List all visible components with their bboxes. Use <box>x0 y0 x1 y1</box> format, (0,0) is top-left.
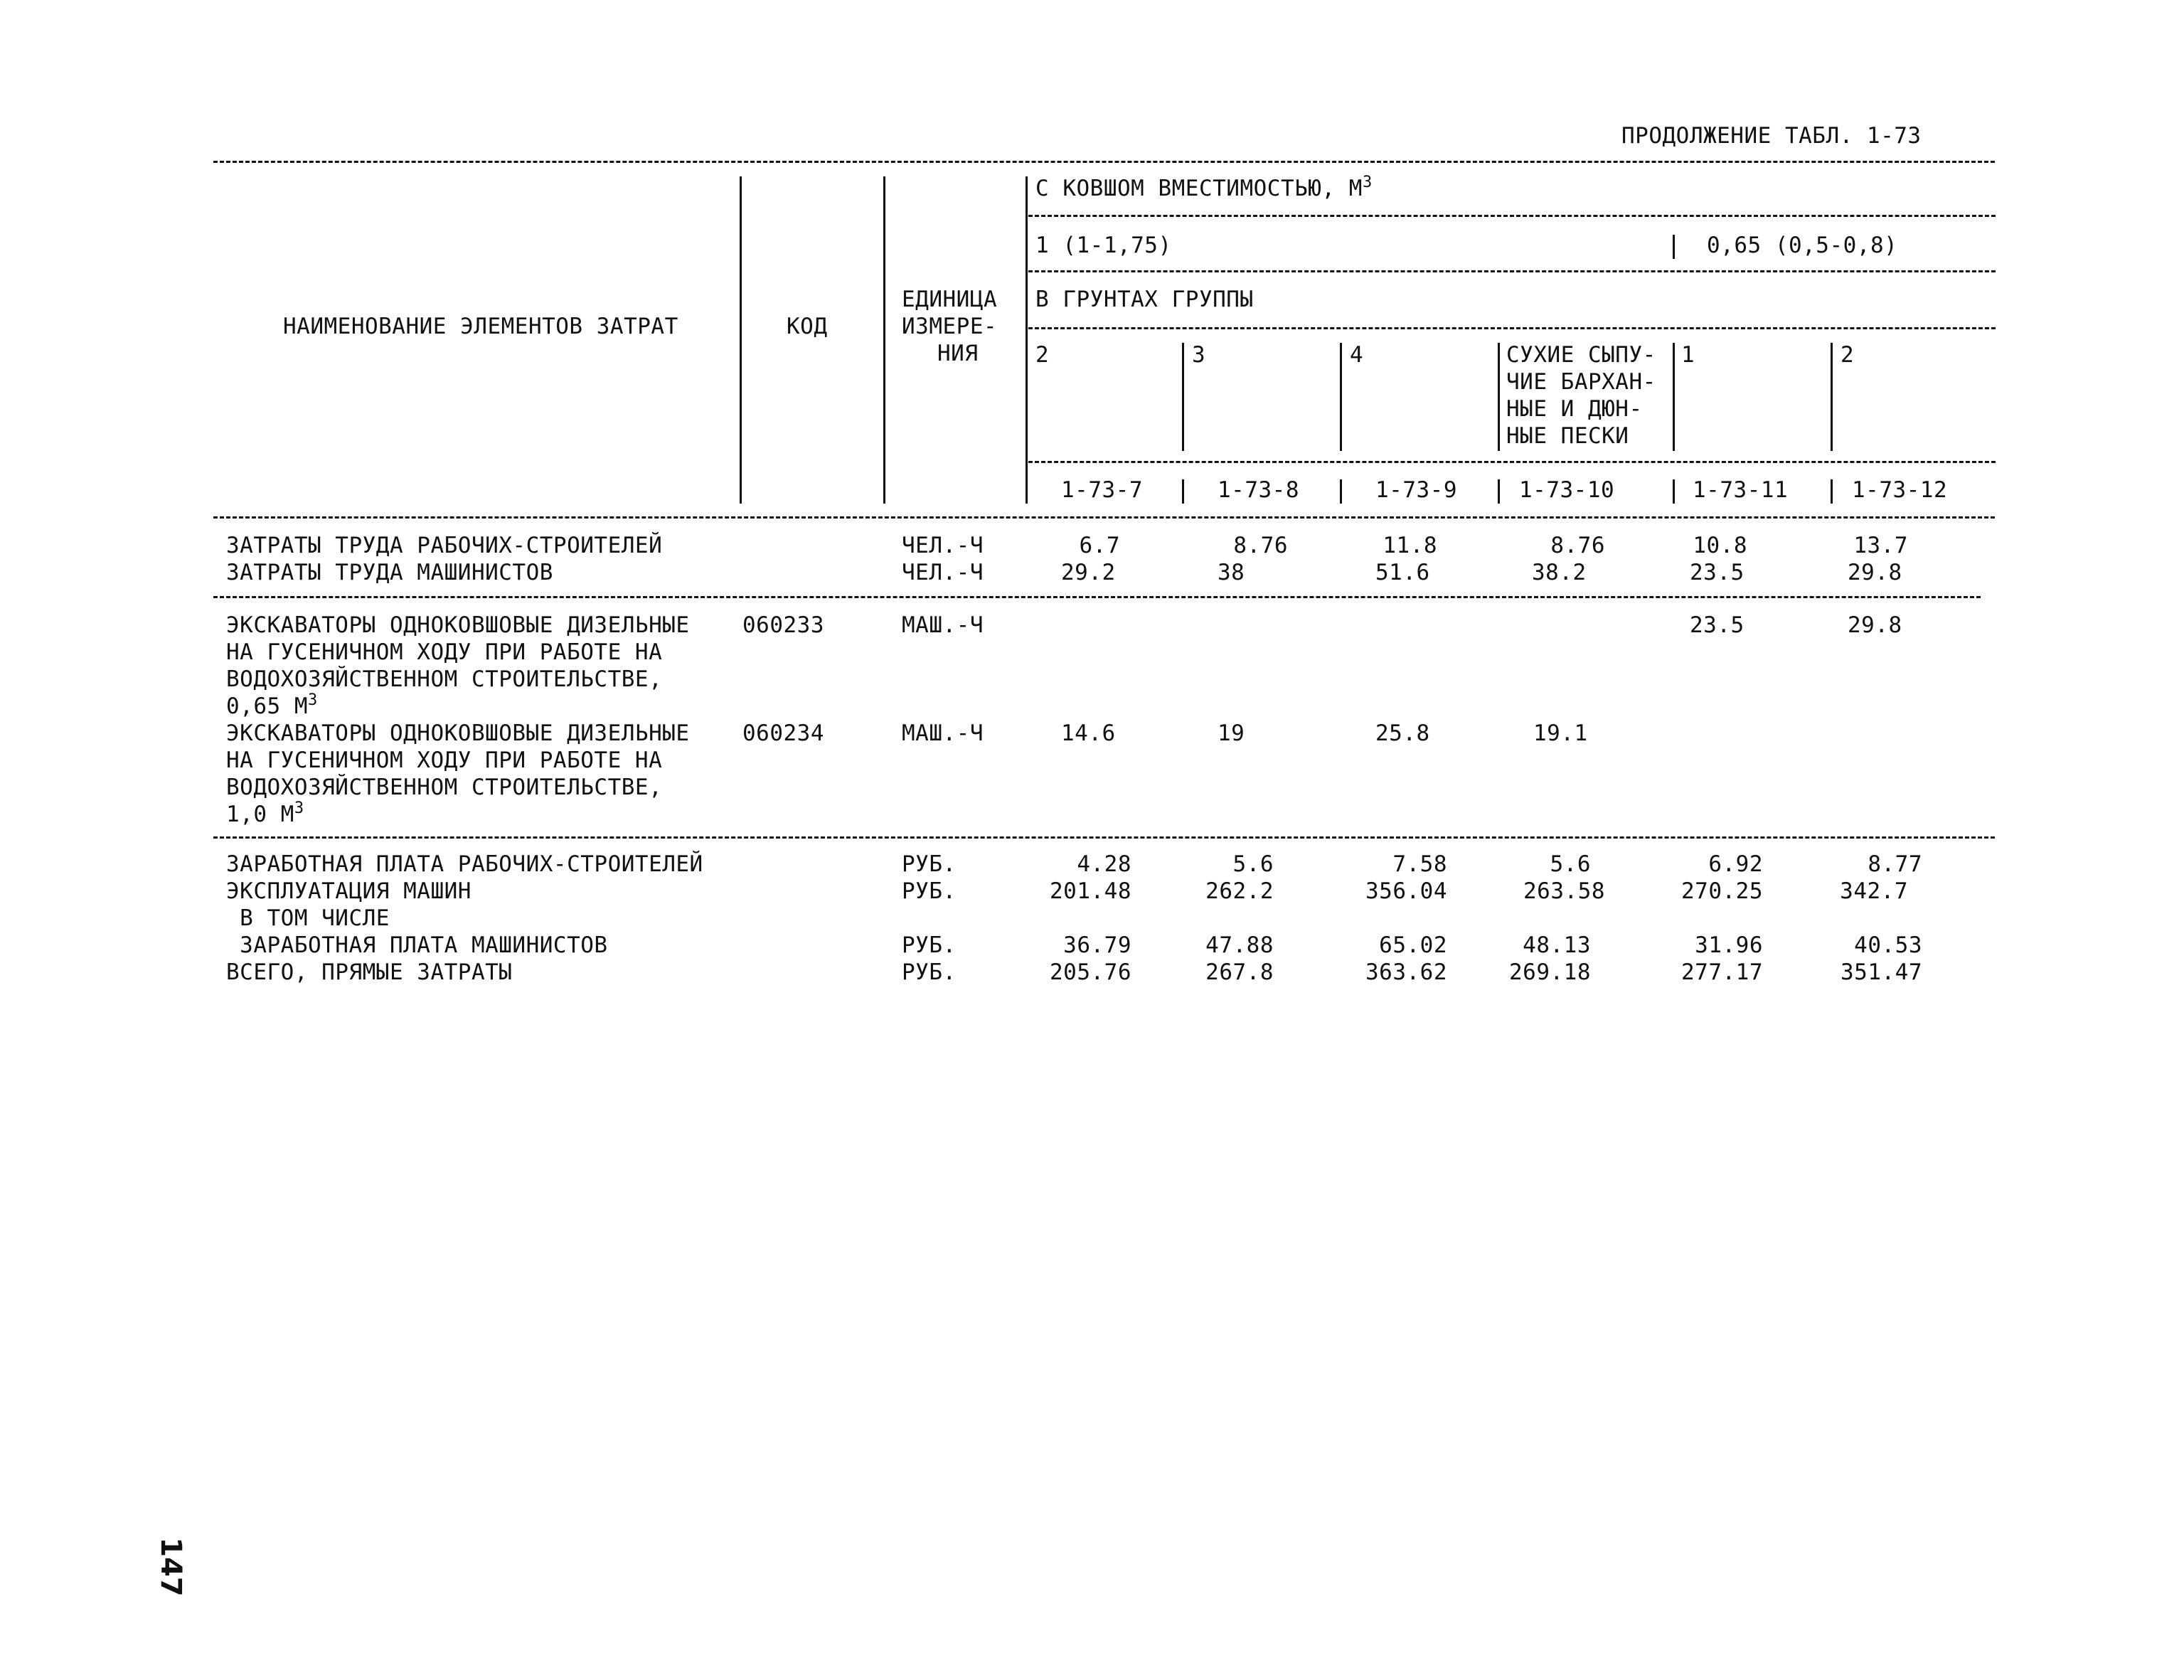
row-unit: ЧЕЛ.-Ч <box>902 533 984 558</box>
table-code: 1-73-10 <box>1519 477 1615 503</box>
cell-value: 23.5 <box>1690 612 1744 638</box>
cell-value: 65.02 <box>1379 932 1447 958</box>
capacity-divider <box>1673 235 1675 259</box>
row-unit: РУБ. <box>902 878 957 904</box>
cell-value: 267.8 <box>1205 959 1274 985</box>
cell-value: 7.58 <box>1392 851 1447 877</box>
row-name: ЗАРАБОТНАЯ ПЛАТА РАБОЧИХ-СТРОИТЕЛЕЙ <box>226 851 703 877</box>
table-code: 1-73-7 <box>1061 477 1143 503</box>
cell-value: 11.8 <box>1383 533 1437 558</box>
cell-value: 40.53 <box>1854 932 1922 958</box>
rule-capacity <box>1028 270 1996 272</box>
cell-value: 351.47 <box>1841 959 1922 985</box>
header-code-col: КОД <box>787 314 828 339</box>
col-divider-unit <box>1026 176 1028 504</box>
cell-value: 25.8 <box>1375 721 1430 746</box>
rule-header-bottom <box>213 516 1995 519</box>
row-unit: ЧЕЛ.-Ч <box>902 560 984 585</box>
group-label: 2 <box>1035 342 1050 368</box>
group-divider-5 <box>1673 343 1675 451</box>
cell-value: 8.76 <box>1550 533 1605 558</box>
code-divider <box>1831 479 1833 504</box>
row-name: 0,65 $М^3$ <box>226 691 318 719</box>
table-code: 1-73-12 <box>1852 477 1948 503</box>
header-unit-line1: ЕДИНИЦА <box>902 287 998 312</box>
group-divider-4 <box>1498 343 1500 451</box>
col-divider-code <box>883 176 885 504</box>
row-name: ВОДОХОЗЯЙСТВЕННОМ СТРОИТЕЛЬСТВЕ, <box>226 775 663 800</box>
table-code: 1-73-8 <box>1218 477 1299 503</box>
code-divider <box>1182 479 1184 504</box>
group-divider-6 <box>1831 343 1833 451</box>
row-name: НА ГУСЕНИЧНОМ ХОДУ ПРИ РАБОТЕ НА <box>226 748 663 773</box>
code-divider <box>1340 479 1342 504</box>
table-code: 1-73-9 <box>1375 477 1457 503</box>
row-name: ЭКСКАВАТОРЫ ОДНОКОВШОВЫЕ ДИЗЕЛЬНЫЕ <box>226 721 690 746</box>
cell-value: 262.2 <box>1205 878 1274 904</box>
row-name: 1,0 $М^3$ <box>226 799 304 827</box>
row-name: ЗАТРАТЫ ТРУДА МАШИНИСТОВ <box>226 560 553 585</box>
rule-bucket <box>1028 215 1996 217</box>
header-bucket-title: С КОВШОМ ВМЕСТИМОСТЬЮ, $М^3$ <box>1035 174 1373 201</box>
row-name: ЭКСКАВАТОРЫ ОДНОКОВШОВЫЕ ДИЗЕЛЬНЫЕ <box>226 612 690 638</box>
cell-value: 23.5 <box>1690 560 1744 585</box>
row-unit: РУБ. <box>902 959 957 985</box>
cell-value: 277.17 <box>1681 959 1763 985</box>
cell-value: 6.92 <box>1708 851 1763 877</box>
group-label-extra: ЧИЕ БАРХАН- <box>1506 369 1656 395</box>
cell-value: 13.7 <box>1853 533 1908 558</box>
row-name: ЭКСПЛУАТАЦИЯ МАШИН <box>226 878 472 904</box>
group-label: 1 <box>1681 342 1695 368</box>
cell-value: 10.8 <box>1693 533 1747 558</box>
cell-value: 14.6 <box>1061 721 1116 746</box>
cell-value: 29.8 <box>1848 612 1902 638</box>
header-unit-line2: ИЗМЕРЕ- <box>902 314 998 339</box>
rule-section-1 <box>213 596 1981 598</box>
cell-value: 19.1 <box>1533 721 1588 746</box>
code-divider <box>1673 479 1675 504</box>
row-name: ЗАТРАТЫ ТРУДА РАБОЧИХ-СТРОИТЕЛЕЙ <box>226 533 663 558</box>
group-divider-2 <box>1182 343 1184 451</box>
group-label: 4 <box>1350 342 1364 368</box>
cell-value: 19 <box>1218 721 1245 746</box>
cell-value: 356.04 <box>1365 878 1447 904</box>
table-caption: ПРОДОЛЖЕНИЕ ТАБЛ. 1-73 <box>1621 123 1922 149</box>
row-name: ВОДОХОЗЯЙСТВЕННОМ СТРОИТЕЛЬСТВЕ, <box>226 666 663 692</box>
row-unit: РУБ. <box>902 851 957 877</box>
cell-value: 363.62 <box>1365 959 1447 985</box>
page-number: 147 <box>154 1537 187 1597</box>
rule-soil <box>1028 327 1996 329</box>
cell-value: 51.6 <box>1375 560 1430 585</box>
cell-value: 36.79 <box>1063 932 1131 958</box>
cell-value: 4.28 <box>1077 851 1131 877</box>
col-divider-name <box>740 176 742 504</box>
group-label-extra: НЫЕ И ДЮН- <box>1506 396 1643 422</box>
row-name: НА ГУСЕНИЧНОМ ХОДУ ПРИ РАБОТЕ НА <box>226 639 663 665</box>
cell-value: 29.8 <box>1848 560 1902 585</box>
row-name: ВСЕГО, ПРЯМЫЕ ЗАТРАТЫ <box>226 959 513 985</box>
rule-top <box>213 161 1995 163</box>
cell-value: 6.7 <box>1079 533 1120 558</box>
cell-value: 342.7 <box>1840 878 1908 904</box>
header-unit-line3: НИЯ <box>937 341 979 366</box>
group-label: СУХИЕ СЫПУ- <box>1506 342 1656 368</box>
row-unit: МАШ.-Ч <box>902 721 984 746</box>
row-unit: РУБ. <box>902 932 957 958</box>
cell-value: 270.25 <box>1681 878 1763 904</box>
cell-value: 8.76 <box>1233 533 1288 558</box>
header-soil-groups: В ГРУНТАХ ГРУППЫ <box>1035 287 1254 312</box>
cell-value: 269.18 <box>1509 959 1591 985</box>
cell-value: 47.88 <box>1205 932 1274 958</box>
rule-section-2 <box>213 836 1995 839</box>
code-divider <box>1498 479 1500 504</box>
cell-value: 5.6 <box>1232 851 1274 877</box>
cell-value: 201.48 <box>1050 878 1131 904</box>
group-label-extra: НЫЕ ПЕСКИ <box>1506 423 1629 449</box>
table-code: 1-73-11 <box>1693 477 1789 503</box>
row-name: В ТОМ ЧИСЛЕ <box>226 905 390 931</box>
row-code: 060234 <box>742 721 824 746</box>
cell-value: 48.13 <box>1523 932 1591 958</box>
cell-value: 38.2 <box>1532 560 1587 585</box>
header-capacity-1: 1 (1-1,75) <box>1035 233 1172 258</box>
cell-value: 29.2 <box>1061 560 1116 585</box>
row-unit: МАШ.-Ч <box>902 612 984 638</box>
row-name: ЗАРАБОТНАЯ ПЛАТА МАШИНИСТОВ <box>226 932 608 958</box>
header-capacity-2: 0,65 (0,5-0,8) <box>1707 233 1898 258</box>
cell-value: 38 <box>1218 560 1245 585</box>
group-divider-3 <box>1340 343 1342 451</box>
row-code: 060233 <box>742 612 824 638</box>
rule-codes <box>1028 461 1996 463</box>
cell-value: 8.77 <box>1868 851 1922 877</box>
header-name-col: НАИМЕНОВАНИЕ ЭЛЕМЕНТОВ ЗАТРАТ <box>283 314 678 339</box>
cell-value: 263.58 <box>1523 878 1605 904</box>
group-label: 2 <box>1841 342 1855 368</box>
cell-value: 5.6 <box>1550 851 1591 877</box>
cell-value: 205.76 <box>1050 959 1131 985</box>
cell-value: 31.96 <box>1695 932 1763 958</box>
group-label: 3 <box>1192 342 1206 368</box>
